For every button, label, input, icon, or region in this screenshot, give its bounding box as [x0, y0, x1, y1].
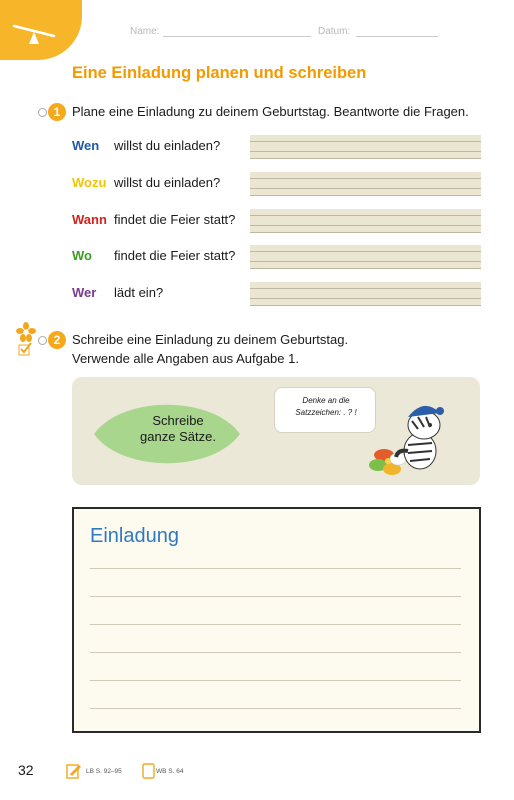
answer-field[interactable]: [250, 209, 481, 233]
star-icon: [16, 322, 36, 342]
writing-area[interactable]: [72, 507, 481, 733]
bubble-line1: Denke an die: [302, 396, 350, 405]
question-row: [72, 135, 482, 159]
question-row: [72, 282, 482, 306]
question-row: [72, 245, 482, 269]
writing-area-title: Einladung: [90, 525, 179, 547]
reference-lb[interactable]: [66, 763, 136, 779]
question-word: Wer: [72, 285, 97, 300]
question-text: lädt ein?: [114, 285, 164, 300]
name-label: Name:: [130, 26, 160, 37]
question-text: findet die Feier statt?: [114, 212, 236, 227]
tip-box: [72, 377, 480, 485]
checkmark-icon: [18, 342, 32, 356]
writing-line[interactable]: [90, 680, 461, 681]
date-label: Datum:: [318, 26, 351, 37]
answer-field[interactable]: [250, 135, 481, 159]
writing-line[interactable]: [90, 596, 461, 597]
answer-field[interactable]: [250, 245, 481, 269]
question-word: Wen: [72, 138, 100, 153]
book-icon: [66, 763, 82, 779]
date-line[interactable]: [356, 36, 438, 37]
leaf-hint-line1: Schreibe: [152, 413, 204, 428]
reference-wb-text: WB S. 64: [156, 768, 184, 775]
question-word: Wozu: [72, 175, 107, 190]
task1-difficulty-dot: [38, 108, 47, 117]
reference-wb[interactable]: [142, 763, 202, 779]
task1-instruction: Plane eine Einladung zu deinem Geburtstag. Beantworte die Fragen.: [72, 104, 469, 119]
question-text: willst du einladen?: [114, 138, 221, 153]
question-text: findet die Feier statt?: [114, 248, 236, 263]
task2-instruction-line2: Verwende alle Angaben aus Aufgabe 1.: [72, 351, 299, 366]
task2-number: 2: [48, 331, 66, 349]
writing-line[interactable]: [90, 568, 461, 569]
speech-bubble: [274, 387, 376, 433]
writing-line[interactable]: [90, 624, 461, 625]
task2-difficulty-dot: [38, 336, 47, 345]
question-row: [72, 209, 482, 233]
task1-number: 1: [48, 103, 66, 121]
name-line[interactable]: [163, 36, 311, 37]
writing-line[interactable]: [90, 708, 461, 709]
answer-field[interactable]: [250, 282, 481, 306]
zebra-mascot-icon: [368, 395, 448, 477]
reference-lb-text: LB S. 92–95: [86, 768, 122, 775]
seesaw-icon: [12, 20, 56, 46]
bubble-line2: Satzzeichen: . ? !: [295, 408, 357, 417]
task2-instruction-line1: Schreibe eine Einladung zu deinem Geburtstag.: [72, 332, 349, 347]
writing-line[interactable]: [90, 652, 461, 653]
workbook-icon: [142, 763, 156, 779]
corner-tab: [0, 0, 82, 60]
answer-field[interactable]: [250, 172, 481, 196]
leaf-hint: [128, 413, 228, 445]
question-word: Wo: [72, 248, 92, 263]
leaf-hint-line2: ganze Sätze.: [140, 429, 216, 444]
question-text: willst du einladen?: [114, 175, 221, 190]
page-title: Eine Einladung planen und schreiben: [72, 64, 367, 82]
page-number: 32: [18, 762, 34, 778]
question-row: [72, 172, 482, 196]
question-word: Wann: [72, 212, 107, 227]
